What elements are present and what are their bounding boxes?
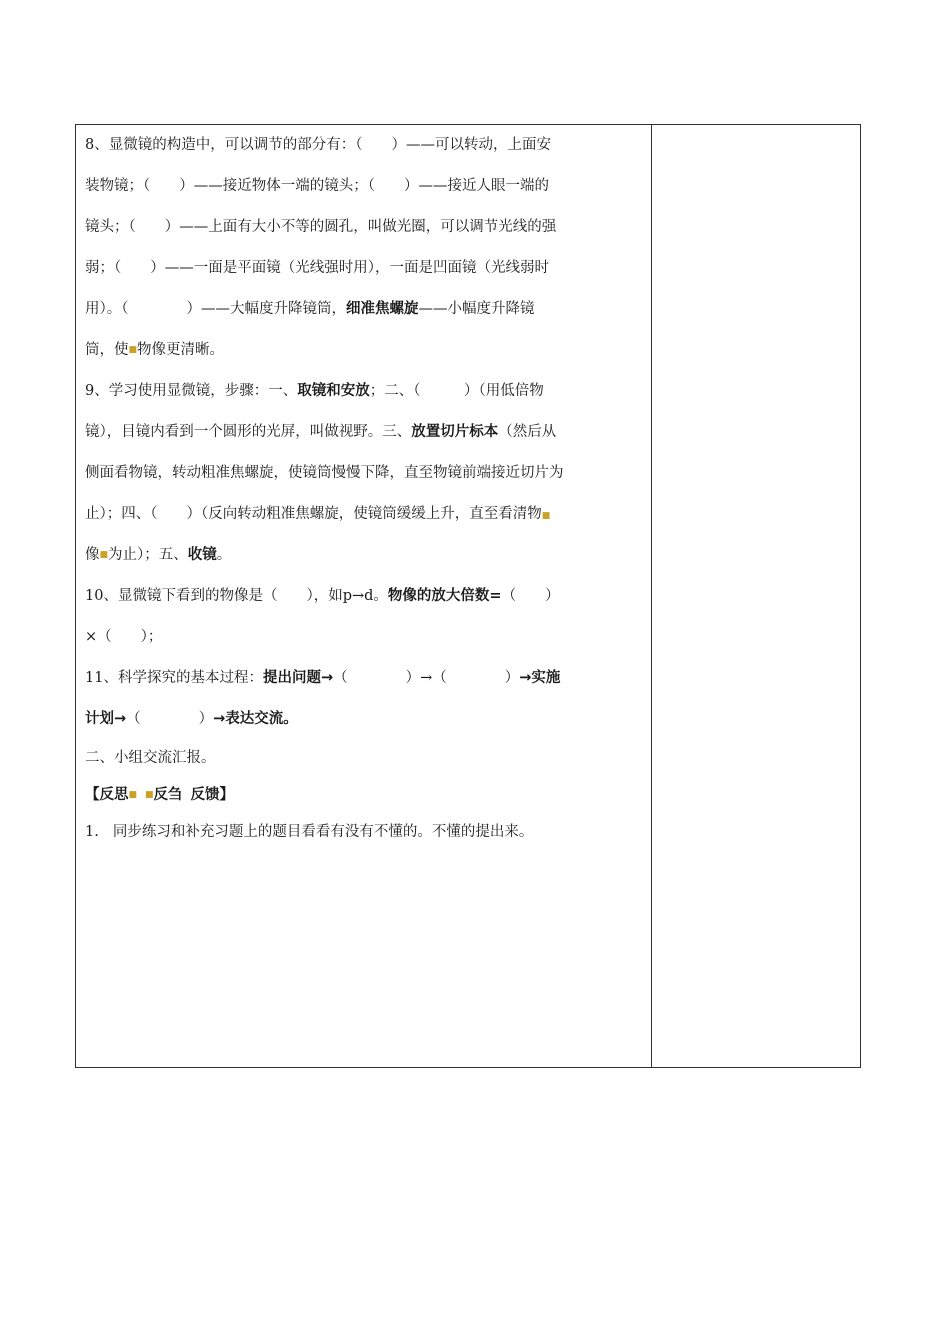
q11-bold-term: →实施 [519, 670, 561, 686]
q9-text: 9、学习使用显微镜，步骤：一、 [85, 383, 298, 399]
main-cell [85, 125, 641, 851]
q9-line-4 [85, 494, 641, 535]
q11-text: （ ）→（ ） [333, 670, 520, 686]
section-heading [85, 740, 641, 777]
q9-bold-term: 收镜 [187, 547, 217, 563]
q8-line-1 [85, 125, 641, 166]
list-text: 同步练习和补充习题上的题目看看有没有不懂的。不懂的提出来。 [112, 824, 534, 840]
q8-text: 8、显微镜的构造中，可以调节的部分有：（ ）——可以转动，上面安 [85, 137, 551, 153]
q8-text: 弱；（ ）——一面是平面镜（光线强时用），一面是凹面镜（光线弱时 [85, 260, 549, 276]
q9-line-1 [85, 371, 641, 412]
q11-text: （ ） [126, 711, 214, 727]
q9-text: 侧面看物镜，转动粗准焦螺旋，使镜筒慢慢下降，直至物镜前端接近切片为 [85, 465, 564, 481]
q11-line-1 [85, 658, 641, 699]
q9-text: ；二、（ ）（用低倍物 [369, 383, 544, 399]
q8-text: 用）。（ ）——大幅度升降镜筒， [85, 301, 346, 317]
reflect-text: 反刍 [153, 787, 183, 803]
dot-mark: ■ [99, 550, 109, 560]
reflect-text: 反馈】 [190, 787, 235, 803]
q9-text: 镜），目镜内看到一个圆形的光屏，叫做视野。三、 [85, 424, 412, 440]
q11-bold-term: 计划→ [85, 711, 127, 727]
q10-line-2 [85, 617, 641, 658]
q8-line-2 [85, 166, 641, 207]
q8-text: 装物镜；（ ）——接近物体一端的镜头；（ ）——接近人眼一端的 [85, 178, 549, 194]
q8-line-5 [85, 289, 641, 330]
reflect-heading [85, 777, 641, 814]
q9-text: 。 [216, 547, 232, 563]
dot-mark: ■ [541, 511, 551, 521]
q11-text: 11、科学探究的基本过程： [85, 670, 263, 686]
list-item [85, 814, 641, 851]
q9-bold-term: 放置切片标本 [411, 424, 499, 440]
reflect-text: 【反思 [85, 787, 129, 803]
q9-text: 像 [85, 547, 100, 563]
q10-text: （ ） [501, 588, 560, 604]
q8-line-4 [85, 248, 641, 289]
list-number: 1. [85, 824, 99, 840]
q11-bold-term: →表达交流。 [213, 711, 298, 727]
section-title: 二、小组交流汇报。 [85, 750, 216, 766]
q10-line-1 [85, 576, 641, 617]
q8-text: 筒，使 [85, 342, 129, 358]
q9-text: 为止）；五、 [108, 547, 188, 563]
q11-bold-term: 提出问题→ [262, 670, 334, 686]
q9-line-2 [85, 412, 641, 453]
q8-line-6 [85, 330, 641, 371]
q8-line-3 [85, 207, 641, 248]
worksheet-table [75, 124, 861, 1068]
q9-text: （然后从 [498, 424, 557, 440]
q9-text: 止）；四、（ ）（反向转动粗准焦螺旋，使镜筒缓缓上升，直至看清物 [85, 506, 542, 522]
q9-bold-term: 取镜和安放 [297, 383, 370, 399]
dot-mark: ■ [128, 790, 138, 800]
q8-text: ——小幅度升降镜 [418, 301, 535, 317]
q10-text: 10、显微镜下看到的物像是（ ），如p→d。 [85, 588, 388, 604]
q9-line-3 [85, 453, 641, 494]
q11-line-2 [85, 699, 641, 740]
q9-line-5 [85, 535, 641, 576]
q8-text: 镜头；（ ）——上面有大小不等的圆孔，叫做光圈，可以调节光线的强 [85, 219, 557, 235]
dot-mark: ■ [128, 345, 138, 355]
q8-text: 物像更清晰。 [137, 342, 225, 358]
q10-text: ×（ ）； [85, 629, 163, 645]
column-divider [651, 125, 652, 1067]
q8-bold-term: 细准焦螺旋 [346, 301, 419, 317]
q10-bold-term: 物像的放大倍数= [387, 588, 502, 604]
dot-mark: ■ [145, 790, 154, 800]
